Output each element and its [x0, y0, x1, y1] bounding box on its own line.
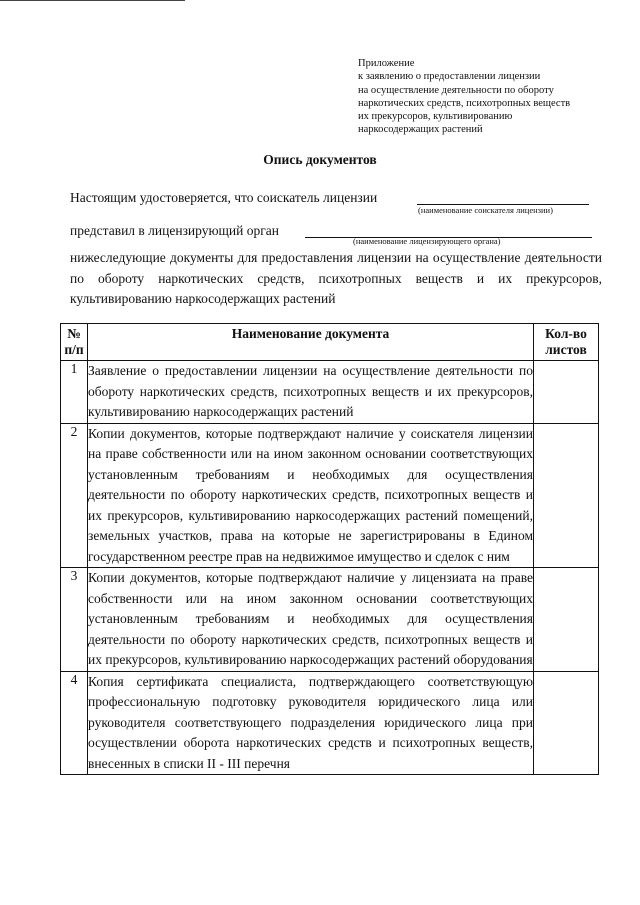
header-sheet-count: Кол-во листов: [534, 324, 599, 361]
applicant-name-hint: (наименование соискателя лицензии): [418, 205, 553, 215]
authority-name-hint: (наименование лицензирующего органа): [353, 236, 501, 246]
header-number: № п/п: [61, 324, 88, 361]
row-number: 2: [61, 423, 88, 568]
table-row: [61, 671, 599, 775]
table-header-row: [61, 324, 599, 361]
intro-paragraph: нижеследующие документы для предоставления лицензии на осуществление деятельности по обороту наркотических средств, психотропных веществ и их прекурсоров, культивированию наркосодержащих растений: [70, 250, 602, 306]
appendix-line: Приложение: [358, 58, 415, 69]
appendix-line: наркосодержащих растений: [358, 124, 483, 136]
row-document-name: Копия сертификата специалиста, подтверждающего соответствующую профессиональную подготовку руководителя юридического лица или руководителя соответствующего подразделения юридического лица при осуществлении оборота наркотических средств и психотропных веществ, внесенных в списки II - III перечня: [88, 671, 534, 775]
row-document-name: Копии документов, которые подтверждают наличие у соискателя лицензии на праве собственности или на ином законном основании соответствующих установленным требованиям и необходимых для осуществления деятельности по обороту наркотических средств, психотропных веществ и их прекурсоров, культивированию наркосодержащих растений помещений, земельных участков, права на которые не зарегистрированы в Едином государственном реестре прав на недвижимое имущество и сделок с ним: [88, 423, 534, 568]
document-title: Опись документов: [263, 152, 377, 167]
row-number: 3: [61, 568, 88, 672]
row-sheet-count: [534, 361, 599, 424]
appendix-line: на осуществление деятельности по обороту: [358, 84, 554, 96]
row-document-name: Заявление о предоставлении лицензии на осуществление деятельности по обороту наркотических средств, психотропных веществ и их прекурсоров, культивированию наркосодержащих растений: [88, 361, 534, 424]
row-number: 1: [61, 361, 88, 424]
documents-table: [60, 323, 599, 775]
appendix-line: их прекурсоров, культивированию: [358, 111, 513, 123]
appendix-line: наркотических средств, психотропных веществ: [358, 97, 571, 109]
row-sheet-count: [534, 671, 599, 775]
table-row: [61, 361, 599, 424]
header-document-name: Наименование документа: [88, 324, 534, 361]
row-document-name: Копии документов, которые подтверждают наличие у лицензиата на праве собственности или на ином законном основании соответствующих установленным требованиям и необходимых для осуществления деятельности по обороту наркотических средств, психотропных веществ и их прекурсоров, культивированию наркосодержащих растений оборудования: [88, 568, 534, 672]
row-sheet-count: [534, 423, 599, 568]
certification-line: Настоящим удостоверяется, что соискатель лицензии: [70, 190, 378, 205]
appendix-line: к заявлению о предоставлении лицензии: [358, 71, 541, 83]
row-sheet-count: [534, 568, 599, 672]
top-rule: [0, 0, 185, 1]
submitted-to-line: представил в лицензирующий орган: [70, 223, 280, 238]
row-number: 4: [61, 671, 88, 775]
table-row: [61, 423, 599, 568]
table-row: [61, 568, 599, 672]
appendix-note: [358, 57, 618, 137]
